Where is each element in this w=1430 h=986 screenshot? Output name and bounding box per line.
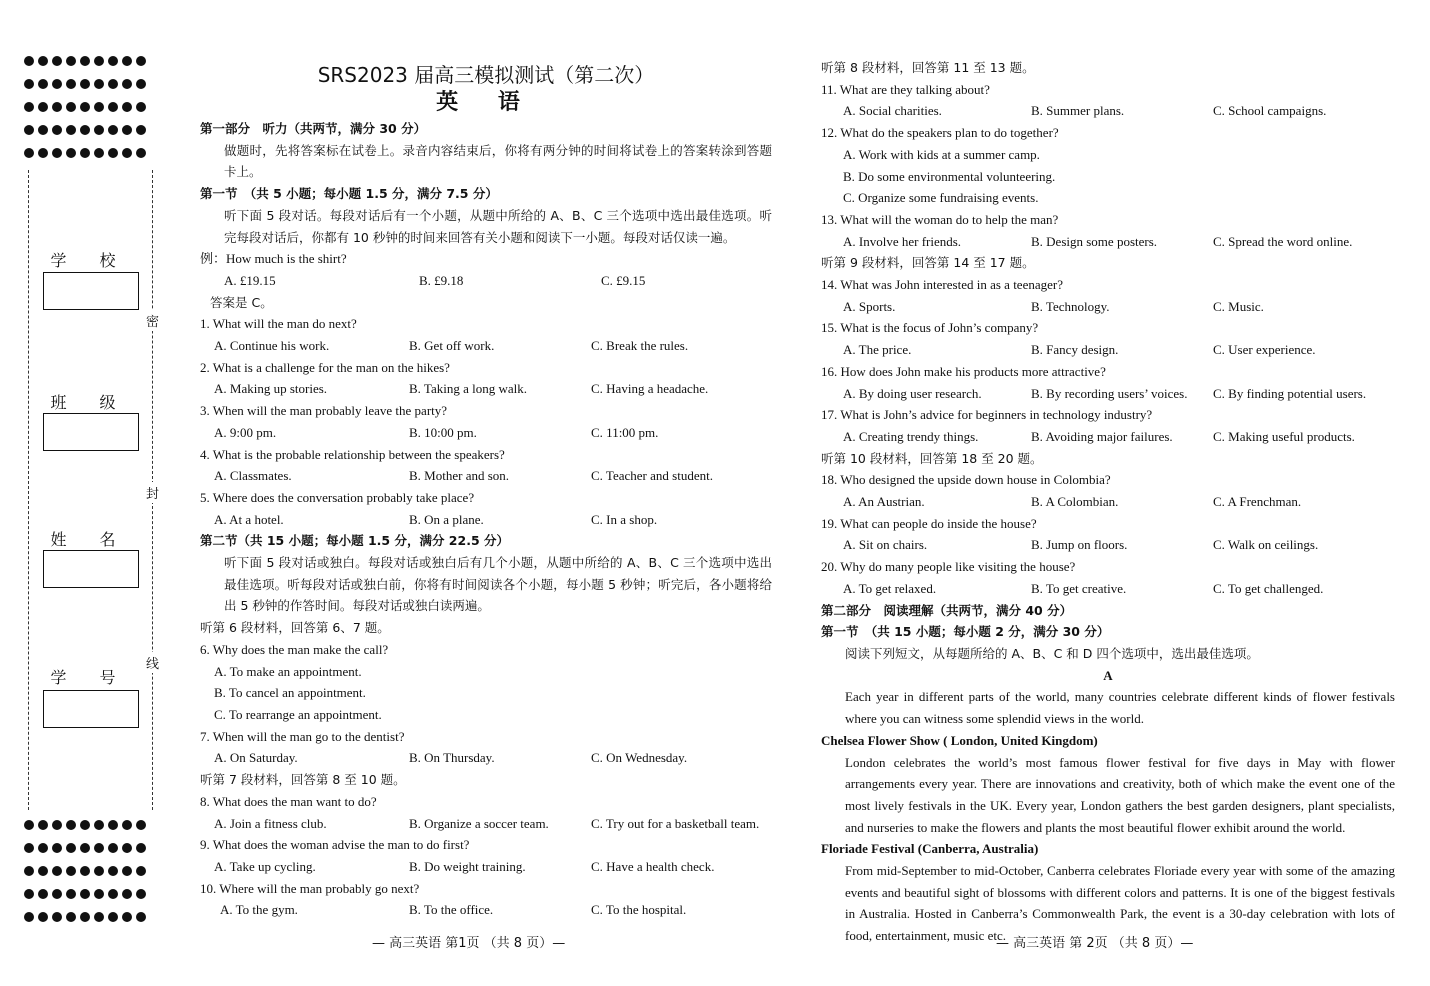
part2-section1-heading: 第一节 （共 15 小题；每小题 2 分，满分 30 分）: [821, 624, 1110, 640]
option-a[interactable]: A. Join a fitness club.: [214, 815, 327, 831]
question-10: 10. Where will the man probably go next?: [200, 880, 420, 896]
option-c[interactable]: C. A Frenchman.: [1213, 494, 1302, 510]
question-14-options: [821, 296, 1395, 318]
example-options: [200, 270, 772, 292]
question-2-options: [200, 378, 772, 400]
option-c[interactable]: C. Have a health check.: [591, 858, 715, 874]
page2-column: [821, 57, 1395, 947]
page1-footer: — 高三英语 第1页 （共 8 页）—: [372, 936, 566, 951]
section1-heading: 第一节 （共 5 小题；每小题 1.5 分，满分 7.5 分）: [200, 186, 498, 202]
option-a[interactable]: A. The price.: [843, 342, 912, 358]
question-4: 4. What is the probable relationship between the speakers?: [200, 446, 505, 462]
option-a[interactable]: A. To make an appointment.: [214, 663, 362, 679]
question-5: 5. Where does the conversation probably take place?: [200, 489, 475, 505]
option-a[interactable]: A. Sports.: [843, 298, 896, 314]
option-c[interactable]: C. On Wednesday.: [591, 750, 688, 766]
option-a[interactable]: A. Continue his work.: [214, 338, 330, 354]
floriade-heading: Floriade Festival (Canberra, Australia): [821, 841, 1039, 857]
option-c[interactable]: C. To the hospital.: [591, 902, 687, 918]
exam-title: SRS2023 届高三模拟测试（第二次）: [317, 63, 655, 87]
chelsea-heading: Chelsea Flower Show ( London, United Kingdom): [821, 732, 1098, 748]
seal-mark-mi: 密: [146, 310, 159, 331]
option-c[interactable]: C. User experience.: [1213, 342, 1316, 358]
option-b[interactable]: B. On Thursday.: [409, 750, 495, 766]
subject-title: 英 语: [436, 90, 536, 115]
option-b[interactable]: B. To get creative.: [1031, 580, 1127, 596]
option-a[interactable]: A. Making up stories.: [214, 381, 328, 397]
option-c[interactable]: C. Break the rules.: [591, 338, 689, 354]
option-c[interactable]: C. Teacher and student.: [591, 468, 713, 484]
question-19: 19. What can people do inside the house?: [821, 515, 1037, 531]
option-c[interactable]: C. By finding potential users.: [1213, 385, 1367, 401]
option-b[interactable]: B. Summer plans.: [1031, 103, 1125, 119]
option-b[interactable]: B. To cancel an appointment.: [214, 685, 366, 701]
material-7-instruction: 听第 7 段材料，回答第 8 至 10 题。: [200, 772, 406, 788]
passage-letter: A: [1103, 667, 1113, 683]
question-19-options: [821, 534, 1395, 556]
question-8: 8. What does the man want to do?: [200, 793, 377, 809]
part2-heading: 第二部分 阅读理解（共两节，满分 40 分）: [821, 602, 1073, 618]
question-5-options: [200, 509, 772, 531]
binding-line-left: [28, 170, 29, 810]
option-c[interactable]: C. Organize some fundraising events.: [843, 190, 1039, 206]
chelsea-paragraph: London celebrates the world’s most famous flower festival for five days in May with flower arrangements every year. There are innovations and creativity, both of which make the event one of the most lively festivals in the UK. Every year, London gathers the best garden designers, plant specialists, and nurseries to make the flowers and plants the most beautiful flower exhibit around the world.: [845, 754, 1395, 835]
section1-intro: 听下面 5 段对话。每段对话后有一个小题，从题中所给的 A、B、C 三个选项中选出最佳选项。听完每段对话后，你都有 10 秒钟的时间来回答有关小题和阅读下一小题。每段对话仅读一遍。: [224, 207, 772, 245]
option-b[interactable]: B. To the office.: [409, 902, 494, 918]
dot-pattern-bottom: [24, 820, 164, 922]
question-16: 16. How does John make his products more attractive?: [821, 363, 1106, 379]
option-b[interactable]: B. Avoiding major failures.: [1031, 428, 1173, 444]
option-a[interactable]: A. Sit on chairs.: [843, 537, 928, 553]
question-11: 11. What are they talking about?: [821, 81, 990, 97]
seal-mark-xian: 线: [146, 652, 159, 673]
option-b: B. £9.18: [419, 272, 464, 288]
example-question: 例：How much is the shirt?: [200, 251, 347, 267]
class-box[interactable]: [43, 413, 139, 451]
option-c[interactable]: C. Music.: [1213, 298, 1264, 314]
part2-intro: 阅读下列短文，从每题所给的 A、B、C 和 D 四个选项中，选出最佳选项。: [845, 645, 1259, 661]
question-18: 18. Who designed the upside down house in Colombia?: [821, 472, 1111, 488]
question-17-options: [821, 426, 1395, 448]
question-7: 7. When will the man go to the dentist?: [200, 728, 405, 744]
part1-intro: 做题时，先将答案标在试卷上。录音内容结束后，你将有两分钟的时间将试卷上的答案转涂到答题卡上。: [224, 142, 772, 180]
option-a[interactable]: A. Creating trendy things.: [843, 428, 979, 444]
option-c[interactable]: C. Try out for a basketball team.: [591, 815, 760, 831]
question-1: 1. What will the man do next?: [200, 316, 357, 332]
option-a[interactable]: A. An Austrian.: [843, 494, 925, 510]
option-a: A. £19.15: [224, 272, 276, 288]
question-4-options: [200, 465, 772, 487]
material-9-instruction: 听第 9 段材料，回答第 14 至 17 题。: [821, 255, 1035, 271]
question-1-options: [200, 335, 772, 357]
question-16-options: [821, 383, 1395, 405]
option-c[interactable]: C. School campaigns.: [1213, 103, 1327, 119]
question-20-options: [821, 578, 1395, 600]
section2-heading: 第二节（共 15 小题；每小题 1.5 分，满分 22.5 分）: [200, 533, 509, 549]
option-b[interactable]: B. By recording users’ voices.: [1031, 385, 1188, 401]
option-c[interactable]: C. Making useful products.: [1213, 428, 1355, 444]
option-b[interactable]: B. 10:00 pm.: [409, 424, 477, 440]
example-answer: 答案是 C。: [210, 294, 273, 310]
question-8-options: [200, 813, 772, 835]
passage-intro: Each year in different parts of the world, many countries celebrate different kinds of flower festivals where you can witness some splendid views in the world.: [845, 689, 1395, 727]
option-a[interactable]: A. Involve her friends.: [843, 233, 962, 249]
question-9-options: [200, 856, 772, 878]
section2-intro: 听下面 5 段对话或独白。每段对话或独白后有几个小题，从题中所给的 A、B、C 三个选项中选出最佳选项。听每段对话或独白前，你将有时间阅读各个小题，每小题 5 秒钟；听完后，各小题将给出 5 秒钟的作答时间。每段对话或独白读两遍。: [224, 555, 772, 614]
option-a[interactable]: A. By doing user research.: [843, 385, 982, 401]
question-3-options: [200, 422, 772, 444]
option-a[interactable]: A. To the gym.: [220, 902, 298, 918]
option-b[interactable]: B. A Colombian.: [1031, 494, 1119, 510]
student-id-box[interactable]: [43, 690, 139, 728]
option-a[interactable]: A. To get relaxed.: [843, 580, 937, 596]
question-12: 12. What do the speakers plan to do together?: [821, 125, 1059, 141]
question-10-options: [200, 899, 772, 921]
option-b[interactable]: B. Technology.: [1031, 298, 1110, 314]
question-15: 15. What is the focus of John’s company?: [821, 320, 1039, 336]
option-b[interactable]: B. Do weight training.: [409, 858, 526, 874]
name-box[interactable]: [43, 550, 139, 588]
option-b[interactable]: B. Taking a long walk.: [409, 381, 528, 397]
option-c[interactable]: C. In a shop.: [591, 511, 658, 527]
question-6: 6. Why does the man make the call?: [200, 641, 389, 657]
option-a[interactable]: A. Social charities.: [843, 103, 942, 119]
option-a[interactable]: A. Take up cycling.: [214, 858, 316, 874]
school-label: 学 校: [50, 251, 130, 270]
option-a[interactable]: A. On Saturday.: [214, 750, 298, 766]
option-c[interactable]: C. To rearrange an appointment.: [214, 706, 382, 722]
question-13-options: [821, 231, 1395, 253]
seal-mark-feng: 封: [146, 482, 159, 503]
option-a[interactable]: A. At a hotel.: [214, 511, 284, 527]
material-6-instruction: 听第 6 段材料，回答第 6、7 题。: [200, 620, 390, 636]
question-14: 14. What was John interested in as a teenager?: [821, 277, 1063, 293]
floriade-paragraph: From mid-September to mid-October, Canberra celebrates Floriade every year with some of the amazing events and beautiful sight of blossoms with different colors and patterns. It is one of the biggest festivals in Australia. Hosted in Canberra’s Commonwealth Park, the event is a 30-day celebration with lots of food, entertainment, music etc.: [845, 863, 1395, 944]
page1-column: [200, 62, 772, 921]
question-17: 17. What is John’s advice for beginners in technology industry?: [821, 407, 1153, 423]
option-b[interactable]: B. Jump on floors.: [1031, 537, 1128, 553]
class-label: 班 级: [50, 393, 130, 412]
question-20: 20. Why do many people like visiting the house?: [821, 559, 1076, 575]
page2-footer: — 高三英语 第 2页 （共 8 页）—: [996, 936, 1194, 951]
question-15-options: [821, 339, 1395, 361]
question-2: 2. What is a challenge for the man on the hikes?: [200, 359, 450, 375]
name-label: 姓 名: [50, 530, 130, 549]
option-b[interactable]: B. Fancy design.: [1031, 342, 1119, 358]
option-b[interactable]: B. Design some posters.: [1031, 233, 1158, 249]
option-c[interactable]: C. Having a headache.: [591, 381, 709, 397]
option-b[interactable]: B. Mother and son.: [409, 468, 510, 484]
option-c[interactable]: C. Spread the word online.: [1213, 233, 1353, 249]
option-c: C. £9.15: [601, 272, 646, 288]
option-b[interactable]: B. Do some environmental volunteering.: [843, 168, 1056, 184]
option-c[interactable]: C. Walk on ceilings.: [1213, 537, 1319, 553]
option-c[interactable]: C. To get challenged.: [1213, 580, 1324, 596]
question-7-options: [200, 747, 772, 769]
question-13: 13. What will the woman do to help the man?: [821, 211, 1059, 227]
material-10-instruction: 听第 10 段材料，回答第 18 至 20 题。: [821, 450, 1043, 466]
option-a[interactable]: A. Classmates.: [214, 468, 292, 484]
dot-pattern-top: [24, 56, 164, 158]
part1-heading: 第一部分 听力（共两节，满分 30 分）: [200, 121, 427, 136]
option-b[interactable]: B. On a plane.: [409, 511, 484, 527]
option-a[interactable]: A. 9:00 pm.: [214, 424, 277, 440]
option-b[interactable]: B. Organize a soccer team.: [409, 815, 549, 831]
student-id-label: 学 号: [50, 668, 130, 687]
option-a[interactable]: A. Work with kids at a summer camp.: [843, 146, 1040, 162]
question-11-options: [821, 100, 1395, 122]
question-9: 9. What does the woman advise the man to do first?: [200, 837, 470, 853]
school-box[interactable]: [43, 272, 139, 310]
material-8-instruction: 听第 8 段材料，回答第 11 至 13 题。: [821, 60, 1035, 75]
question-18-options: [821, 491, 1395, 513]
question-3: 3. When will the man probably leave the party?: [200, 403, 448, 419]
option-b[interactable]: B. Get off work.: [409, 338, 495, 354]
option-c[interactable]: C. 11:00 pm.: [591, 424, 659, 440]
